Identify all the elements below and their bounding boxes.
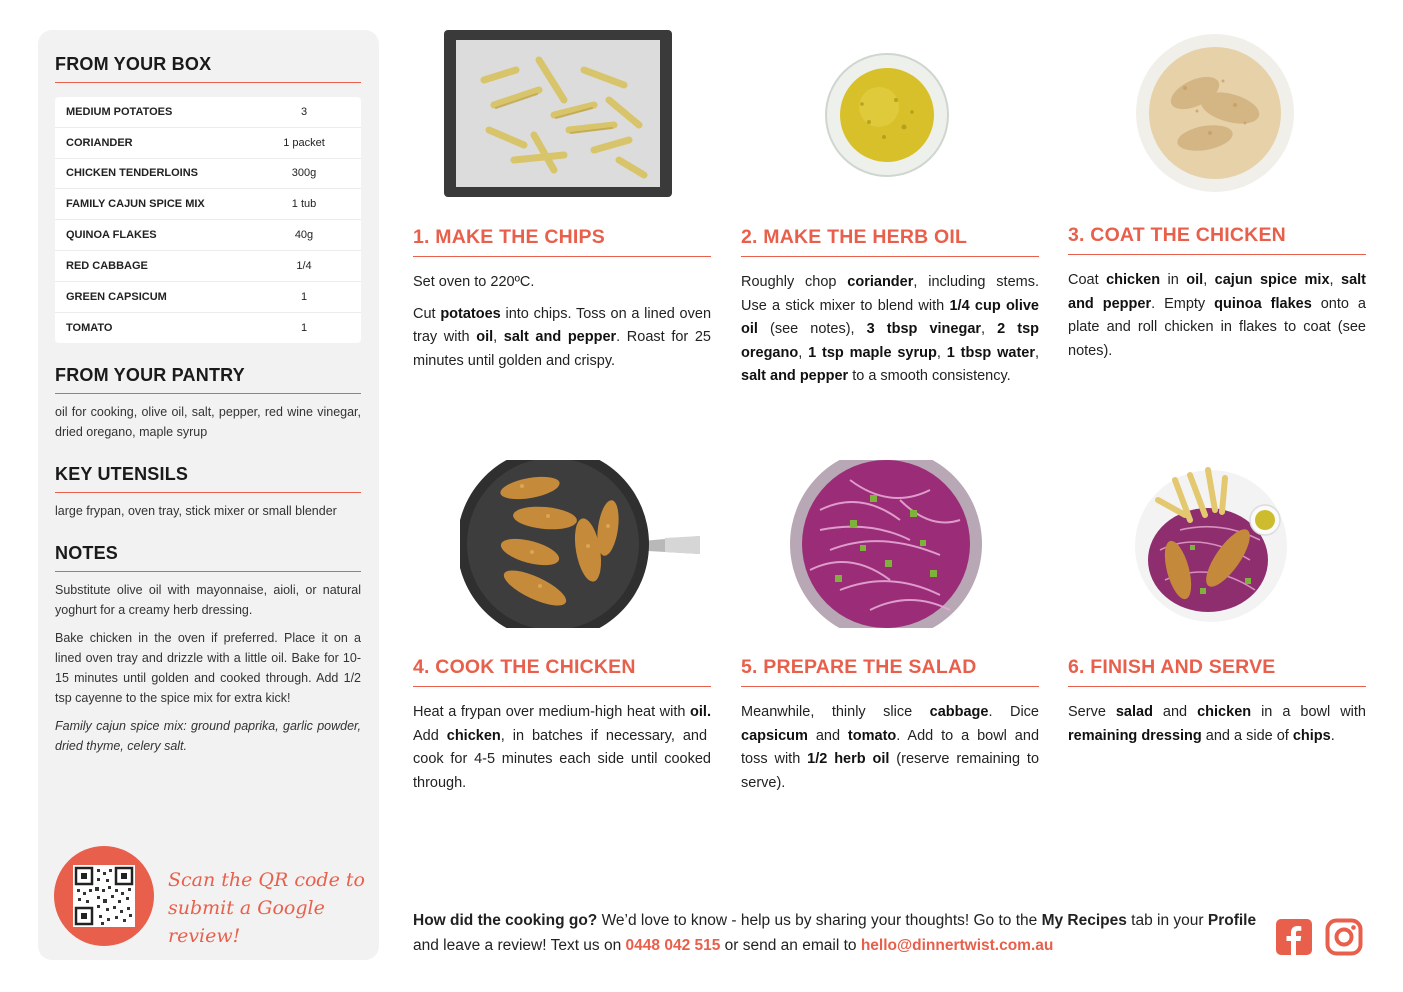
step-1-title: 1. MAKE THE CHIPS bbox=[413, 226, 711, 257]
from-your-box-heading: FROM YOUR BOX bbox=[55, 54, 361, 83]
step-2-title: 2. MAKE THE HERB OIL bbox=[741, 226, 1039, 257]
ingredient-quantity: 1 bbox=[300, 321, 308, 334]
utensils-text: large frypan, oven tray, stick mixer or small blender bbox=[55, 504, 337, 519]
step-3 bbox=[1068, 224, 1366, 363]
pantry-section bbox=[55, 365, 361, 442]
step-paragraph: Coat chicken in oil, cajun spice mix, salt and pepper. Empty quinoa flakes onto a plate and roll chicken in flakes to coat (see notes). bbox=[1068, 272, 1366, 359]
ingredient-row bbox=[55, 189, 361, 220]
coated-chicken-plate-photo bbox=[1135, 33, 1295, 193]
cabbage-salad-photo bbox=[790, 460, 983, 628]
ingredient-name: RED CABBAGE bbox=[66, 259, 148, 272]
facebook-icon[interactable] bbox=[1275, 918, 1313, 956]
pantry-heading: FROM YOUR PANTRY bbox=[55, 365, 361, 394]
footer-text: We’d love to know - help us by sharing your thoughts! Go to the bbox=[597, 912, 1042, 929]
step-5-body bbox=[741, 701, 1039, 795]
pantry-text: oil for cooking, olive oil, salt, pepper, red wine vinegar, dried oregano, maple syrup bbox=[55, 405, 361, 440]
ingredient-name: MEDIUM POTATOES bbox=[66, 105, 173, 118]
notes-heading: NOTES bbox=[55, 543, 361, 572]
ingredient-quantity: 1 packet bbox=[283, 136, 325, 149]
step-1 bbox=[413, 226, 711, 373]
step-3-title: 3. COAT THE CHICKEN bbox=[1068, 224, 1366, 255]
phone-link[interactable]: 0448 042 515 bbox=[625, 937, 721, 954]
step-6 bbox=[1068, 656, 1366, 748]
step-5 bbox=[741, 656, 1039, 795]
footer-text: My Recipes bbox=[1041, 912, 1127, 929]
ingredient-row bbox=[55, 220, 361, 251]
review-footer bbox=[413, 908, 1263, 958]
notes-section bbox=[55, 543, 361, 756]
ingredient-quantity: 1 bbox=[300, 290, 308, 303]
step-paragraph: Roughly chop coriander, including stems. Use a stick mixer to blend with 1/4 cup olive oil (see notes), 3 tbsp vinegar, 2 tsp oregano, 1 tsp maple syrup, 1 tbsp water, salt and pepper to a smooth consistency. bbox=[741, 274, 1040, 384]
step-paragraph: Serve salad and chicken in a bowl with remaining dressing and a side of chips. bbox=[1068, 704, 1366, 744]
sidebar bbox=[38, 30, 379, 960]
qr-code-badge[interactable] bbox=[54, 846, 154, 946]
step-paragraph: Set oven to 220ºC. bbox=[413, 274, 535, 290]
step-4-title: 4. COOK THE CHICKEN bbox=[413, 656, 711, 687]
qr-code-icon[interactable] bbox=[73, 865, 135, 927]
ingredient-row bbox=[55, 128, 361, 159]
footer-text: and leave a review! Text us on bbox=[413, 937, 626, 954]
ingredient-name: CORIANDER bbox=[66, 136, 133, 149]
footer-text: How did the cooking go? bbox=[413, 912, 598, 929]
step-6-title: 6. FINISH AND SERVE bbox=[1068, 656, 1366, 687]
utensils-section bbox=[55, 464, 361, 521]
footer-text: tab in your bbox=[1126, 912, 1208, 929]
email-link[interactable]: hello@dinnertwist.com.au bbox=[860, 937, 1054, 954]
step-1-body bbox=[413, 271, 711, 373]
ingredient-name: FAMILY CAJUN SPICE MIX bbox=[66, 198, 205, 211]
instagram-icon[interactable] bbox=[1325, 918, 1363, 956]
note-1: Substitute olive oil with mayonnaise, aioli, or natural yoghurt for a creamy herb dressing. bbox=[55, 583, 361, 618]
step-2 bbox=[741, 226, 1039, 389]
step-paragraph: Meanwhile, thinly slice cabbage. Dice capsicum and tomato. Add to a bowl and toss with 1/2 herb oil (reserve remaining to serve). bbox=[741, 704, 1040, 791]
ingredient-row bbox=[55, 313, 361, 344]
ingredient-quantity: 3 bbox=[300, 105, 308, 118]
ingredient-row bbox=[55, 282, 361, 313]
ingredient-quantity: 40g bbox=[294, 229, 314, 242]
finished-bowl-photo bbox=[1130, 460, 1292, 625]
step-3-body bbox=[1068, 269, 1366, 363]
footer-text: Profile bbox=[1207, 912, 1257, 929]
ingredients-table bbox=[55, 97, 361, 343]
step-paragraph: Heat a frypan over medium-high heat with oil. Add chicken, in batches if necessary, and cook for 4-5 minutes each side until cooked through. bbox=[413, 704, 711, 791]
step-2-body bbox=[741, 271, 1039, 389]
ingredient-row bbox=[55, 251, 361, 282]
qr-review-caption bbox=[168, 866, 368, 950]
note-3: Family cajun spice mix: ground paprika, garlic powder, dried thyme, celery salt. bbox=[55, 719, 361, 754]
ingredient-quantity: 1 tub bbox=[291, 198, 317, 211]
note-2: Bake chicken in the oven if preferred. Place it on a lined oven tray and drizzle with a little oil. Bake for 10-15 minutes until golden and cooked through. Add 1/2 tsp cayenne to the spice mix for extra kick! bbox=[55, 631, 361, 706]
step-4-body bbox=[413, 701, 711, 795]
herb-oil-bowl-photo bbox=[824, 52, 950, 178]
qr-caption-line-2: submit a Google review! bbox=[168, 897, 325, 947]
ingredient-name: TOMATO bbox=[66, 321, 113, 334]
ingredient-name: QUINOA FLAKES bbox=[66, 229, 157, 242]
chips-on-tray-photo bbox=[444, 30, 672, 197]
chicken-in-frypan-photo bbox=[460, 460, 702, 628]
ingredient-quantity: 300g bbox=[291, 167, 317, 180]
ingredient-row bbox=[55, 159, 361, 190]
ingredient-row bbox=[55, 97, 361, 128]
ingredient-name: GREEN CAPSICUM bbox=[66, 290, 167, 303]
step-4 bbox=[413, 656, 711, 795]
qr-caption-line-1: Scan the QR code to bbox=[168, 869, 365, 891]
step-6-body bbox=[1068, 701, 1366, 748]
ingredient-name: CHICKEN TENDERLOINS bbox=[66, 167, 199, 180]
utensils-heading: KEY UTENSILS bbox=[55, 464, 361, 493]
step-paragraph: Cut potatoes into chips. Toss on a lined oven tray with oil, salt and pepper. Roast for 25 minutes until golden and crispy. bbox=[413, 305, 712, 369]
ingredient-quantity: 1/4 bbox=[296, 259, 312, 272]
step-5-title: 5. PREPARE THE SALAD bbox=[741, 656, 1039, 687]
footer-text: or send an email to bbox=[720, 937, 861, 954]
